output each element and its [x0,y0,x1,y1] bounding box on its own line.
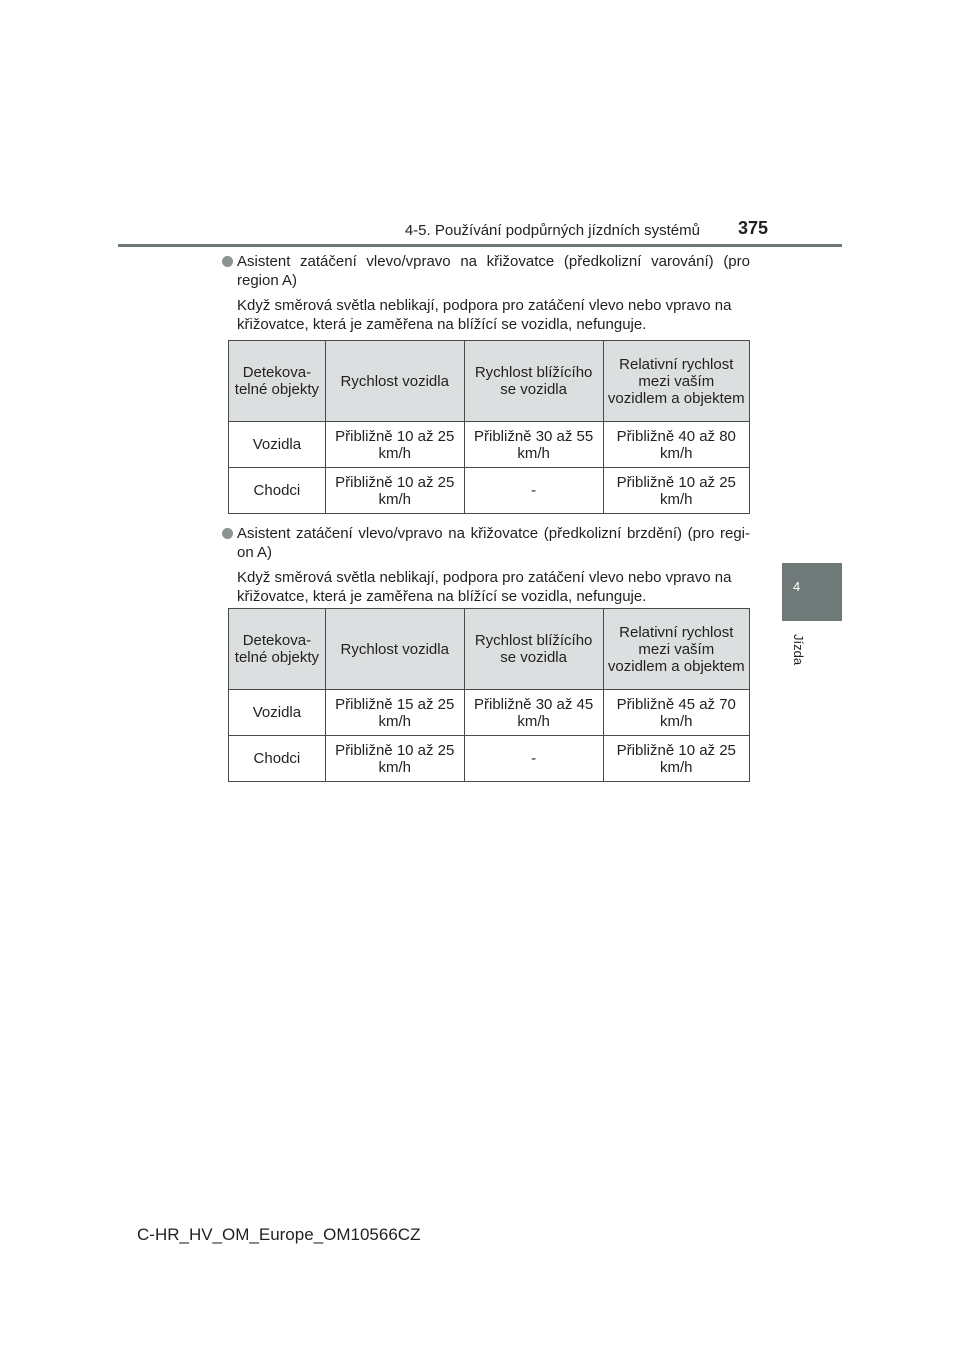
table-cell: Vozidla [229,422,326,468]
table-cell: Přibližně 45 až 70 km/h [603,690,749,736]
table-header-row [229,609,750,690]
table-cell: Chodci [229,468,326,514]
header-divider [118,244,842,247]
table-header-cell: Relativní rychlost mezi vaším vozidlem a objektem [603,341,749,422]
bullet-icon [222,256,233,267]
table-header-cell: Detekova-telné objekty [229,609,326,690]
chapter-tab [782,563,842,621]
table-header-cell: Rychlost blížícího se vozidla [464,609,603,690]
bullet-description: Když směrová světla neblikají, podpora pro zatáčení vlevo nebo vpravo na křižovatce, která je zaměřena na blížící se vozidla, nefunguje. [237,297,732,333]
table-row [229,422,750,468]
table-cell: Přibližně 10 až 25 km/h [603,468,749,514]
table-row [229,690,750,736]
table-cell: Přibližně 15 až 25 km/h [325,690,464,736]
chapter-number: 4 [793,579,801,594]
table-header-row [229,341,750,422]
table-cell: Přibližně 10 až 25 km/h [325,736,464,782]
table-header-cell: Rychlost vozidla [325,341,464,422]
table-cell: Vozidla [229,690,326,736]
table-cell: - [464,736,603,782]
table-cell: Přibližně 10 až 25 km/h [325,468,464,514]
bullet-section-2 [222,524,750,606]
bullet-title: Asistent zatáčení vlevo/vpravo na křižovatce (předkolizní brzdění) (pro regi-on A) [237,525,750,561]
page-number: 375 [738,218,769,238]
table-row [229,468,750,514]
section-header: 4-5. Používání podpůrných jízdních systémů [404,222,700,239]
table-cell: Přibližně 40 až 80 km/h [603,422,749,468]
table-row [229,736,750,782]
chapter-label: Jízda [791,634,806,666]
chapter-side-label [782,622,812,666]
bullet-icon [222,528,233,539]
speed-table-2 [228,608,750,782]
table-cell: Přibližně 30 až 55 km/h [464,422,603,468]
bullet-section-1 [222,252,750,334]
table-header-cell: Relativní rychlost mezi vaším vozidlem a objektem [603,609,749,690]
table-header-cell: Rychlost vozidla [325,609,464,690]
bullet-description: Když směrová světla neblikají, podpora pro zatáčení vlevo nebo vpravo na křižovatce, která je zaměřena na blížící se vozidla, nefunguje. [237,569,732,605]
bullet-title: Asistent zatáčení vlevo/vpravo na křižovatce (předkolizní varování) (pro region A) [237,253,750,289]
table-cell: Přibližně 30 až 45 km/h [464,690,603,736]
table-cell: - [464,468,603,514]
table-header-cell: Rychlost blížícího se vozidla [464,341,603,422]
table-cell: Přibližně 10 až 25 km/h [325,422,464,468]
table-cell: Chodci [229,736,326,782]
document-id: C-HR_HV_OM_Europe_OM10566CZ [137,1225,421,1244]
table-cell: Přibližně 10 až 25 km/h [603,736,749,782]
table-header-cell: Detekova-telné objekty [229,341,326,422]
speed-table-1 [228,340,750,514]
